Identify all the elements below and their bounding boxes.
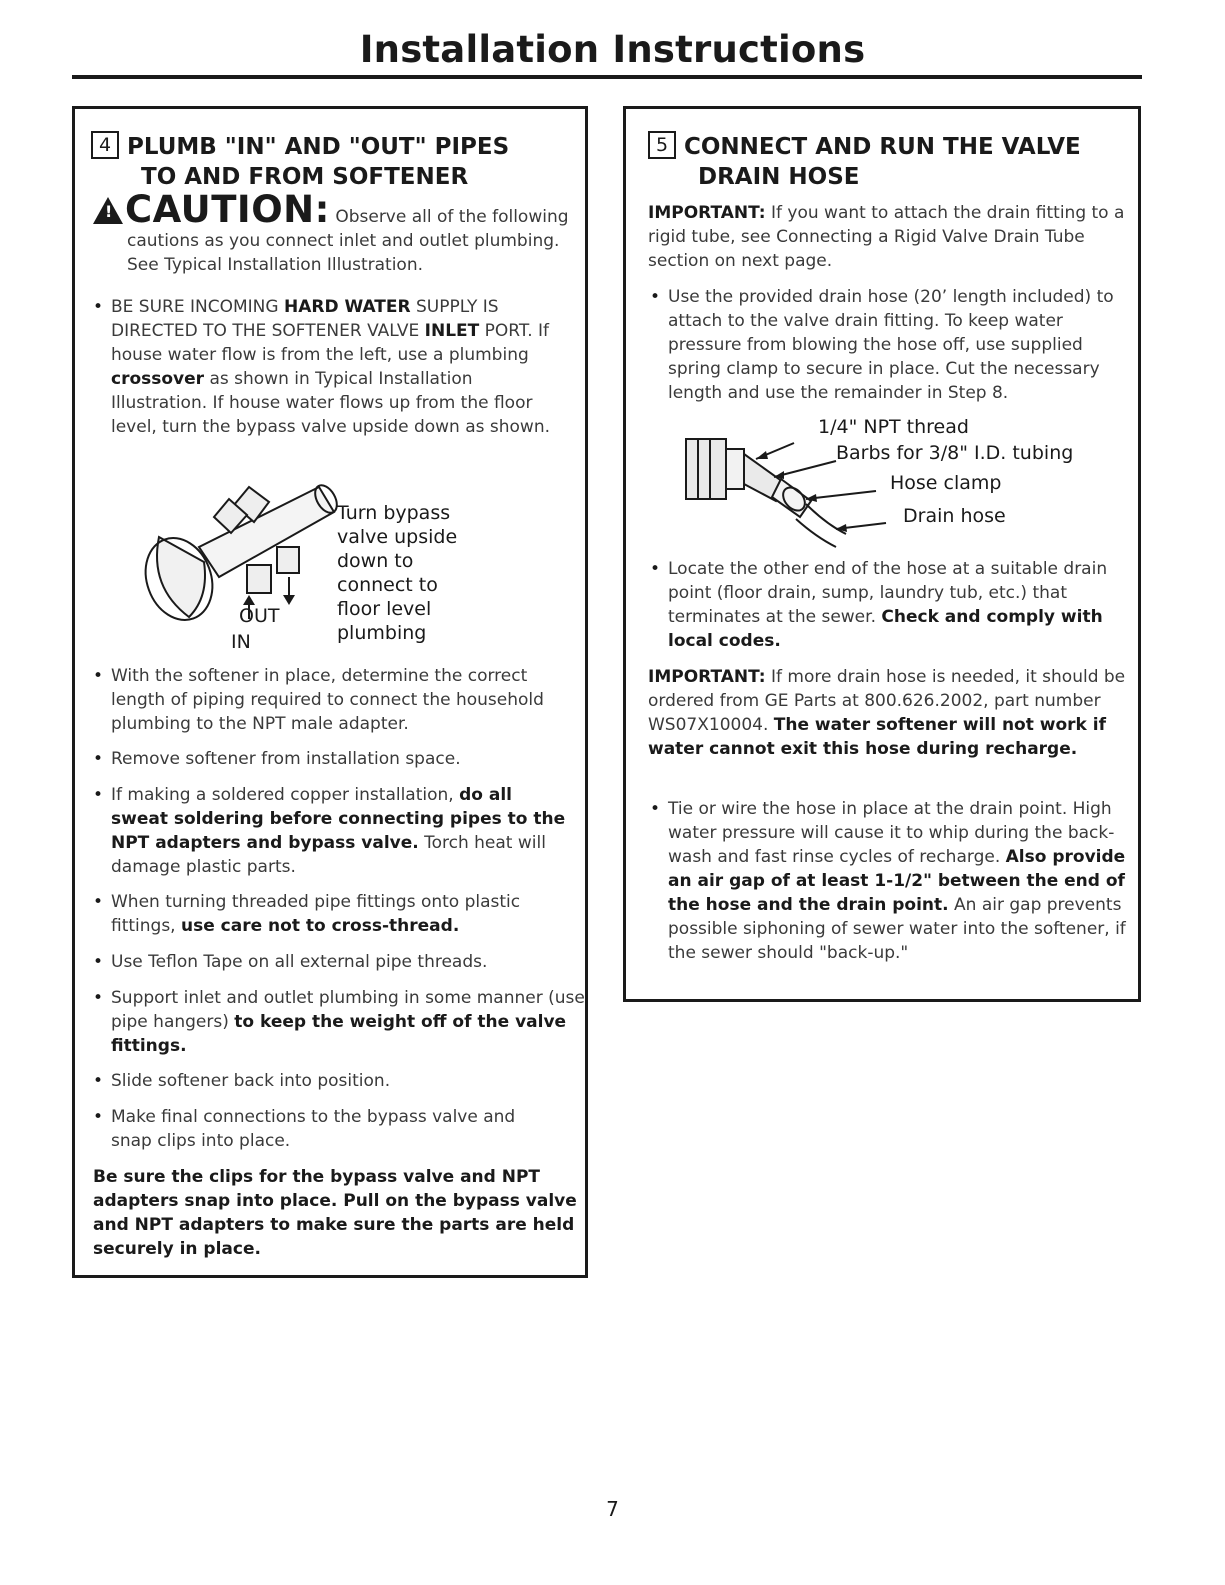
step-5-panel: [623, 106, 1141, 1002]
caution-block: [93, 188, 583, 277]
drain-hose-label: Drain hose: [903, 505, 1006, 527]
hose-clamp-label: Hose clamp: [890, 472, 1002, 494]
step-4-closing-note: Be sure the clips for the bypass valve and NPT adapters snap into place. Pull on the bypass valve and NPT adapters to make sure the parts are held securely in place.: [93, 1167, 577, 1259]
step-5-bullet-1: • Use the provided drain hose (20’ length included) to attach to the valve drain fitting. To keep water pressure from blowing the hose off, use supplied spring clamp to secure in place. Cut the necessary length and use the remainder in Step 8.: [648, 285, 1134, 405]
step-4-bullet-3: • Remove softener from installation space.: [91, 747, 571, 771]
step-4-bullet-1: • BE SURE INCOMING HARD WATER SUPPLY IS DIRECTED TO THE SOFTENER VALVE INLET PORT. If house water flow is from the left, use a plumbing crossover as shown in Typical Installation Illustration. If house water flows up from the floor level, turn the bypass valve upside down as shown.: [91, 295, 557, 439]
npt-thread-label: 1/4" NPT thread: [818, 416, 969, 438]
step-4-bullet-9: • Make final connections to the bypass valve and snap clips into place.: [91, 1105, 557, 1153]
step-5-important-2: IMPORTANT: If more drain hose is needed, it should be ordered from GE Parts at 800.626.2002, part number WS07X10004. The water softener will not work if water cannot exit this hose during recharge.: [648, 667, 1126, 759]
step-4-bullet-6: • Use Teflon Tape on all external pipe threads.: [91, 950, 571, 974]
diagram-out-label: OUT: [239, 605, 280, 627]
step-4-panel: [72, 106, 588, 1278]
step-4-bullet-7: • Support inlet and outlet plumbing in some manner (use pipe hangers) to keep the weight off of the valve fittings.: [91, 986, 585, 1058]
page-title: Installation Instructions: [359, 28, 866, 71]
barbs-label: Barbs for 3/8" I.D. tubing: [836, 442, 1074, 464]
step-5-heading-line2: DRAIN HOSE: [698, 164, 860, 190]
diagram-in-label: IN: [231, 631, 251, 653]
caution-text: cautions as you connect inlet and outlet plumbing. See Typical Installation Illustration.: [127, 231, 560, 275]
page-number: 7: [606, 1497, 619, 1521]
step-4-heading-line2: TO AND FROM SOFTENER: [141, 164, 469, 190]
step-4-bullet-4: • If making a soldered copper installation, do all sweat soldering before connecting pipes to the NPT adapters and bypass valve. Torch heat will damage plastic parts.: [91, 783, 571, 879]
step-4-number: 4: [91, 131, 119, 159]
diagram-note: Turn bypass valve upside down to connect to floor level plumbing: [337, 502, 458, 644]
caution-lead: Observe all of the following: [335, 207, 569, 227]
step-5-bullet-3: • Tie or wire the hose in place at the drain point. High water pressure will cause it to whip during the back-wash and fast rinse cycles of recharge. Also provide an air gap of at least 1-1/2" between the end of the hose and the drain point. An air gap prevents possible siphoning of sewer water into the softener, if the sewer should "back-up.": [648, 797, 1134, 965]
caution-word: CAUTION:: [125, 188, 330, 231]
title-rule: [72, 75, 1142, 79]
step-5-heading: [648, 131, 1138, 192]
step-4-bullet-8: • Slide softener back into position.: [91, 1069, 571, 1093]
step-5-bullet-2: • Locate the other end of the hose at a suitable drain point (floor drain, sump, laundry tub, etc.) that terminates at the sewer. Check and comply with local codes.: [648, 557, 1134, 653]
step-4-bullet-5: • When turning threaded pipe fittings onto plastic fittings, use care not to cross-thread.: [91, 890, 571, 938]
warning-triangle-icon: [93, 197, 123, 224]
step-4-heading-line1: PLUMB "IN" AND "OUT" PIPES: [127, 134, 510, 160]
step-4-heading: [91, 131, 581, 192]
step-4-bullet-2: • With the softener in place, determine the correct length of piping required to connect the household plumbing to the NPT male adapter.: [91, 664, 585, 736]
step-5-important-1: IMPORTANT: If you want to attach the drain fitting to a rigid tube, see Connecting a Rigid Valve Drain Tube section on next page.: [648, 203, 1125, 271]
step-5-number: 5: [648, 131, 676, 159]
step-5-heading-line1: CONNECT AND RUN THE VALVE: [684, 134, 1081, 160]
